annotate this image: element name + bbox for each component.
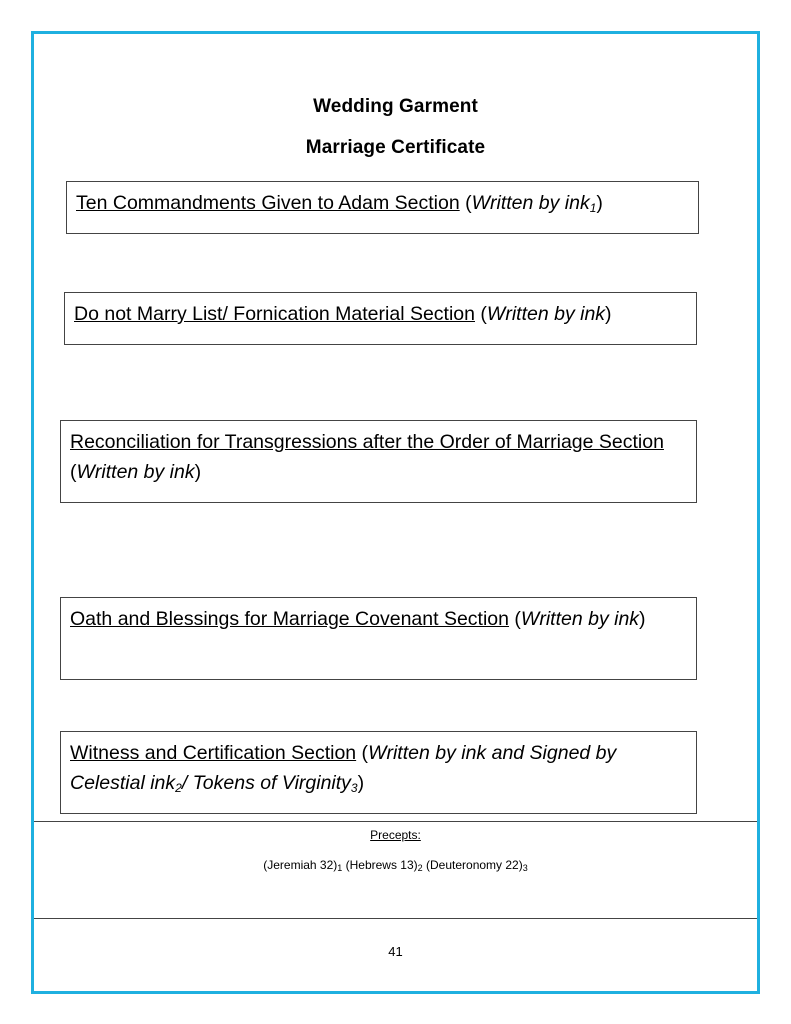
- document-title: Wedding Garment: [313, 96, 478, 117]
- precepts-references: [0, 858, 791, 872]
- section-heading: Oath and Blessings for Marriage Covenant Section: [70, 608, 509, 630]
- section-note: Written by ink: [471, 192, 590, 214]
- footnote-marker: 3: [350, 781, 358, 795]
- reference-text: (Jeremiah 32): [263, 858, 338, 872]
- section-do-not-marry: [64, 292, 697, 345]
- page-number: 41: [388, 944, 403, 959]
- reference-marker: 3: [522, 863, 528, 873]
- section-heading: Ten Commandments Given to Adam Section: [76, 192, 460, 214]
- reference-marker: 1: [337, 863, 343, 873]
- reference-text: (Deuteronomy 22): [422, 858, 523, 872]
- paren-open: (: [459, 192, 472, 214]
- section-note: Written by ink: [76, 461, 195, 483]
- reference-marker: 2: [417, 863, 423, 873]
- section-oath-blessings: [60, 597, 697, 680]
- footer-divider-top: [34, 821, 757, 822]
- section-note: Written by ink: [486, 303, 606, 325]
- footnote-marker: 2: [175, 781, 182, 795]
- section-note-continued: / Tokens of Virginity: [181, 772, 351, 794]
- footnote-marker: 1: [589, 201, 597, 215]
- paren-open: (: [70, 461, 77, 483]
- paren-open: (: [509, 608, 521, 630]
- paren-open: (: [356, 742, 369, 764]
- section-witness-certification: [60, 731, 697, 814]
- paren-close: ): [605, 303, 612, 325]
- section-note: Written by ink and Signed by Celestial ink: [70, 742, 617, 794]
- document-subtitle: Marriage Certificate: [305, 137, 486, 158]
- paren-open: (: [475, 303, 487, 325]
- section-heading: Do not Marry List/ Fornication Material Section: [74, 303, 475, 325]
- reference-text: (Hebrews 13): [342, 858, 418, 872]
- paren-close: ): [639, 608, 646, 630]
- precepts-label: Precepts:: [370, 828, 421, 842]
- paren-close: ): [596, 192, 603, 214]
- section-reconciliation: [60, 420, 697, 503]
- paren-close: ): [357, 772, 365, 794]
- paren-close: ): [194, 461, 202, 483]
- page-border: [31, 31, 760, 994]
- footer-divider-bottom: [34, 918, 757, 919]
- section-heading: Reconciliation for Transgressions after the Order of Marriage Section: [70, 431, 664, 453]
- section-heading: Witness and Certification Section: [70, 742, 357, 764]
- section-note: Written by ink: [520, 608, 640, 630]
- section-ten-commandments: [66, 181, 699, 234]
